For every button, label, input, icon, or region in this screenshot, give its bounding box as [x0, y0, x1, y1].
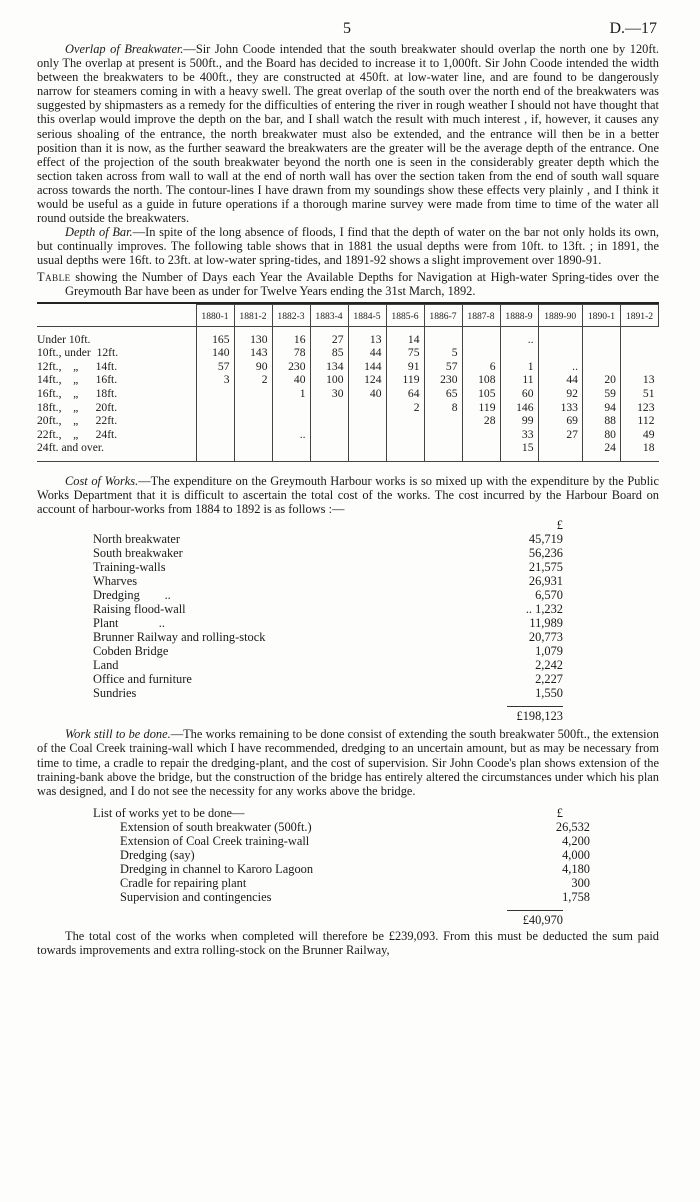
- row-label: Under 10ft.: [37, 332, 91, 346]
- item-name: Sundries: [93, 686, 137, 701]
- table-cell: [582, 326, 620, 346]
- table-cell: [272, 441, 310, 461]
- table-cell: 14: [386, 326, 424, 346]
- table-cell: 64: [386, 387, 424, 401]
- paragraph-overlap: [37, 42, 659, 225]
- paragraph-depth-of-bar: [37, 225, 659, 267]
- table-cell: [196, 441, 234, 461]
- item-value: 6,570: [535, 588, 563, 603]
- table-cell: [462, 441, 500, 461]
- table-cell: [500, 346, 538, 360]
- overlap-text: —Sir John Coode intended that the south breakwater should overlap the north one by 120ft. only The overlap at present is 500ft., and the Board has decided to increase it to 1,000ft. Sir John Coode intended the width between the breakwaters to be 400ft., they are constructed at 450ft. at low-water line, and are found to be dangerously narrow for steamers coming in with a heavy swell. The great overlap of the south over the north end of the breakwaters was suggested by shipmasters as a remedy for the difficulties of entering the river in rough weather I should not have thought that this overlap would improve the depth on the bar, and I shall watch the result with much interest , if, however, it causes any serious shoaling of the entrance, the north breakwater must also be extended, and the entrance will then be in a better position than it is now, as the further seaward the breakwaters are the greater will be the average depth of the entrance. One effect of the projection of the south breakwater beyond the north one is seen in the considerably greater depth which the section taken across from wall to wall at the end of north wall has over the section taken from the end of south wall square across towards the north. The contour-lines I have drawn from my soundings show these effects very plainly , and I think it would be useful as a guide in future operations if a thorough marine survey were made from time to time of the water all round outside the breakwaters.: [37, 42, 660, 226]
- table-cell: 2: [386, 401, 424, 415]
- column-header: 1883-4: [310, 304, 348, 326]
- list-item: [93, 686, 563, 700]
- list-item: [120, 819, 590, 834]
- list-item: [120, 875, 590, 890]
- item-name: Raising flood-wall: [93, 602, 186, 617]
- list-item: [120, 833, 590, 848]
- table-cell: 105: [462, 387, 500, 401]
- table-cell: 11: [500, 373, 538, 387]
- row-label: 20ft., „ 22ft.: [37, 414, 118, 428]
- table-cell: 100: [310, 373, 348, 387]
- table-row: [37, 414, 659, 428]
- table-cell: [462, 428, 500, 442]
- list-item: [93, 574, 563, 588]
- table-cell: [234, 414, 272, 428]
- table-cell: [196, 387, 234, 401]
- item-value: 1,079: [535, 644, 563, 659]
- table-cell: 60: [500, 387, 538, 401]
- table-cell: 27: [538, 428, 582, 442]
- table-row: [37, 428, 659, 442]
- item-value: 56,236: [528, 546, 563, 561]
- table-cell: [310, 401, 348, 415]
- table-cell: [462, 326, 500, 346]
- depth-table-header: [37, 304, 659, 326]
- item-name: Plant ..: [93, 616, 165, 631]
- table-cell: [462, 346, 500, 360]
- item-name: Dredging (say): [120, 847, 195, 862]
- item-name: South breakwaker: [93, 546, 183, 561]
- table-cell: 119: [462, 401, 500, 415]
- table-cell: 44: [538, 373, 582, 387]
- table-cell: 16: [272, 326, 310, 346]
- list-item: [93, 602, 563, 616]
- item-value: 1,550: [535, 686, 563, 701]
- list-item: [93, 644, 563, 658]
- column-header: 1891-2: [620, 304, 658, 326]
- table-cell: 85: [310, 346, 348, 360]
- table-cell: 94: [582, 401, 620, 415]
- table-cell: 44: [348, 346, 386, 360]
- table-cell: [538, 346, 582, 360]
- row-label: 24ft. and over.: [37, 441, 196, 461]
- item-value: 300: [571, 875, 590, 890]
- row-label: 14ft., „ 16ft.: [37, 373, 118, 387]
- item-name: Extension of Coal Creek training-wall: [120, 833, 310, 848]
- table-row: [37, 360, 659, 374]
- list-item: [93, 560, 563, 574]
- table-cell: [386, 428, 424, 442]
- table-cell: [386, 441, 424, 461]
- table-cell: 40: [272, 373, 310, 387]
- work-heading: Work still to be done.: [65, 727, 171, 742]
- table-cell: [386, 414, 424, 428]
- column-header: 1890-1: [582, 304, 620, 326]
- table-cell: 40: [348, 387, 386, 401]
- table-cell: 88: [582, 414, 620, 428]
- table-cell: [348, 414, 386, 428]
- cost-currency: £: [556, 518, 563, 533]
- table-cell: 1: [272, 387, 310, 401]
- table-cell: 69: [538, 414, 582, 428]
- row-label: 10ft., under 12ft.: [37, 346, 119, 360]
- table-cell: [348, 441, 386, 461]
- item-name: Cradle for repairing plant: [120, 875, 247, 890]
- table-cell: [424, 414, 462, 428]
- table-cell: 165: [196, 326, 234, 346]
- table-cell: [272, 414, 310, 428]
- table-cell: 2: [234, 373, 272, 387]
- table-cell: 78: [272, 346, 310, 360]
- item-value: 4,180: [562, 861, 590, 876]
- table-row: [37, 401, 659, 415]
- item-name: North breakwater: [93, 532, 181, 547]
- table-cell: 20: [582, 373, 620, 387]
- table-cell: 144: [348, 360, 386, 374]
- item-value: 1,758: [562, 889, 590, 904]
- table-cell: [234, 387, 272, 401]
- table-cell: [620, 360, 658, 374]
- table-cell: 146: [500, 401, 538, 415]
- table-cell: [348, 401, 386, 415]
- column-header: 1881-2: [234, 304, 272, 326]
- table-cell: [310, 414, 348, 428]
- table-cell: 3: [196, 373, 234, 387]
- column-header: 1882-3: [272, 304, 310, 326]
- table-cell: 59: [582, 387, 620, 401]
- item-value: 4,200: [562, 833, 590, 848]
- table-cell: 6: [462, 360, 500, 374]
- item-name: Extension of south breakwater (500ft.): [120, 819, 312, 834]
- table-cell: 143: [234, 346, 272, 360]
- overlap-heading: Overlap of Breakwater.: [65, 42, 184, 56]
- table-cell: 99: [500, 414, 538, 428]
- table-cell: ..: [272, 428, 310, 442]
- works-list-heading: List of works yet to be done—: [93, 805, 245, 820]
- item-name: Supervision and contingencies: [120, 889, 272, 904]
- list-item: [93, 658, 563, 672]
- table-cell: 13: [620, 373, 658, 387]
- table-cell: [310, 428, 348, 442]
- table-cell: 33: [500, 428, 538, 442]
- table-cell: 24: [582, 441, 620, 461]
- document-reference: D.—17: [609, 20, 657, 37]
- table-cell: 13: [348, 326, 386, 346]
- list-item: [120, 847, 590, 862]
- column-header: 1887-8: [462, 304, 500, 326]
- table-cell: 75: [386, 346, 424, 360]
- table-cell: [538, 441, 582, 461]
- table-cell: ..: [500, 326, 538, 346]
- table-cell: 15: [500, 441, 538, 461]
- row-label: 18ft., „ 20ft.: [37, 400, 118, 414]
- table-cell: 119: [386, 373, 424, 387]
- table-cell: [620, 326, 658, 346]
- item-name: Dredging in channel to Karoro Lagoon: [120, 861, 314, 876]
- table-cell: [310, 441, 348, 461]
- table-cell: [196, 401, 234, 415]
- page-header: [37, 0, 659, 42]
- cost-heading: Cost of Works.: [65, 474, 139, 489]
- item-name: Office and furniture: [93, 672, 192, 687]
- list-item: [93, 630, 563, 644]
- table-cell: 108: [462, 373, 500, 387]
- cost-list: [37, 518, 563, 723]
- table-cell: 65: [424, 387, 462, 401]
- table-cell: [348, 428, 386, 442]
- table-cell: [234, 441, 272, 461]
- depth-table: [37, 304, 659, 462]
- table-cell: 80: [582, 428, 620, 442]
- document-page: [37, 0, 659, 957]
- table-cell: 1: [500, 360, 538, 374]
- table-cell: 124: [348, 373, 386, 387]
- item-name: Wharves: [93, 574, 138, 589]
- table-cell: [582, 346, 620, 360]
- table-row: [37, 326, 659, 346]
- column-header: 1885-6: [386, 304, 424, 326]
- table-cell: 112: [620, 414, 658, 428]
- table-cell: 18: [620, 441, 658, 461]
- cost-text: —The expenditure on the Greymouth Harbour works is so mixed up with the expenditure by the Public Works Department that it is difficult to ascertain the total cost of the works. The cost incurred by the Harbour Board on account of harbour-works from 1884 to 1892 is as follows :—: [37, 474, 659, 517]
- item-value: 4,000: [562, 847, 590, 862]
- row-label: 22ft., „ 24ft.: [37, 427, 118, 441]
- table-cell: [538, 326, 582, 346]
- column-header: 1880-1: [196, 304, 234, 326]
- table-cell: 51: [620, 387, 658, 401]
- table-cell: [620, 346, 658, 360]
- item-value: 45,719: [528, 532, 563, 547]
- item-value: 26,532: [555, 819, 590, 834]
- item-name: Brunner Railway and rolling-stock: [93, 630, 266, 645]
- table-cell: 92: [538, 387, 582, 401]
- column-header: 1888-9: [500, 304, 538, 326]
- column-header: 1884-5: [348, 304, 386, 326]
- list-item: [93, 532, 563, 546]
- header-blank-cell: [37, 304, 196, 326]
- table-cell: 49: [620, 428, 658, 442]
- table-cell: 91: [386, 360, 424, 374]
- table-cell: 57: [196, 360, 234, 374]
- item-value: 2,242: [535, 658, 563, 673]
- list-item: [93, 546, 563, 560]
- item-value: 21,575: [528, 560, 563, 575]
- depth-text: —In spite of the long absence of floods, I find that the depth of water on the bar not only holds its own, but continually improves. The following table shows that in 1881 the usual depths were from 10ft. to 13ft. ; in 1891, the usual depths were 16ft. to 23ft. at low-water spring-tides, and 1891-92 shows a slight improvement over 1890-91.: [37, 225, 659, 268]
- table-row: [37, 373, 659, 387]
- table-cell: 230: [272, 360, 310, 374]
- item-name: Cobden Bridge: [93, 644, 169, 659]
- table-row: [37, 441, 659, 461]
- table-cell: [424, 441, 462, 461]
- table-cell: 30: [310, 387, 348, 401]
- table-cell: 133: [538, 401, 582, 415]
- table-cell: [272, 401, 310, 415]
- paragraph-cost-of-works: [37, 474, 659, 516]
- table-cell: ..: [538, 360, 582, 374]
- item-value: 2,227: [535, 672, 563, 687]
- table-cell: 57: [424, 360, 462, 374]
- table-cell: 134: [310, 360, 348, 374]
- item-value: 11,989: [529, 616, 563, 631]
- page-number: 5: [343, 20, 351, 37]
- item-name: Land: [93, 658, 119, 673]
- list-item: [93, 588, 563, 602]
- table-cell: 90: [234, 360, 272, 374]
- table-cell: 130: [234, 326, 272, 346]
- table-caption-text: showing the Number of Days each Year the Available Depths for Navigation at High-water Spring-tides over the Greymouth Bar have been as under for Twelve Years ending the 31st March, 1892.: [65, 269, 659, 298]
- column-header: 1886-7: [424, 304, 462, 326]
- row-label: 16ft., „ 18ft.: [37, 387, 118, 401]
- depth-heading: Depth of Bar.: [65, 225, 133, 240]
- table-row: [37, 387, 659, 401]
- table-cell: [424, 326, 462, 346]
- table-row: [37, 346, 659, 360]
- paragraph-final: The total cost of the works when completed will therefore be £239,093. From this must be deducted the sum paid towards improvements and extra rolling-stock on the Brunner Railway,: [37, 928, 659, 957]
- item-value: 26,931: [528, 574, 563, 589]
- works-list: [37, 805, 590, 927]
- work-text: —The works remaining to be done consist of extending the south breakwater 500ft., the extension of the Coal Creek training-wall which I have recommended, dredging to an uncertain amount, but as may be necessary from time to time, a cradle to repair the dredging-plant, and the cost of supervision. Sir John Coode's plan shows extension of the training-bank above the bridge, but the construction of the bridge has entirely altered the circumstances under which his plan was designed, and I do not see the necessity for any works above the bridge.: [37, 727, 659, 798]
- table-cell: 27: [310, 326, 348, 346]
- table-cell: [196, 428, 234, 442]
- item-name: Dredging ..: [93, 588, 171, 603]
- list-item: [120, 861, 590, 876]
- row-label: 12ft., „ 14ft.: [37, 359, 118, 373]
- table-cell: 140: [196, 346, 234, 360]
- table-cell: [424, 428, 462, 442]
- table-caption-lead: Table: [37, 269, 71, 284]
- item-value: .. 1,232: [525, 602, 563, 617]
- table-cell: [196, 414, 234, 428]
- works-currency: £: [556, 805, 563, 820]
- table-caption: [37, 270, 659, 298]
- table-cell: 8: [424, 401, 462, 415]
- item-value: 20,773: [528, 630, 563, 645]
- paragraph-work-still-to-be-done: [37, 727, 659, 797]
- table-cell: 123: [620, 401, 658, 415]
- item-name: Training-walls: [93, 560, 166, 575]
- table-cell: 230: [424, 373, 462, 387]
- list-item: [93, 616, 563, 630]
- column-header: 1889-90: [538, 304, 582, 326]
- cost-total: £198,123: [516, 709, 563, 724]
- list-item: [120, 889, 590, 904]
- works-total: £40,970: [522, 912, 563, 927]
- table-cell: 28: [462, 414, 500, 428]
- list-item: [93, 672, 563, 686]
- table-cell: [582, 360, 620, 374]
- table-cell: 5: [424, 346, 462, 360]
- table-cell: [234, 401, 272, 415]
- table-cell: [234, 428, 272, 442]
